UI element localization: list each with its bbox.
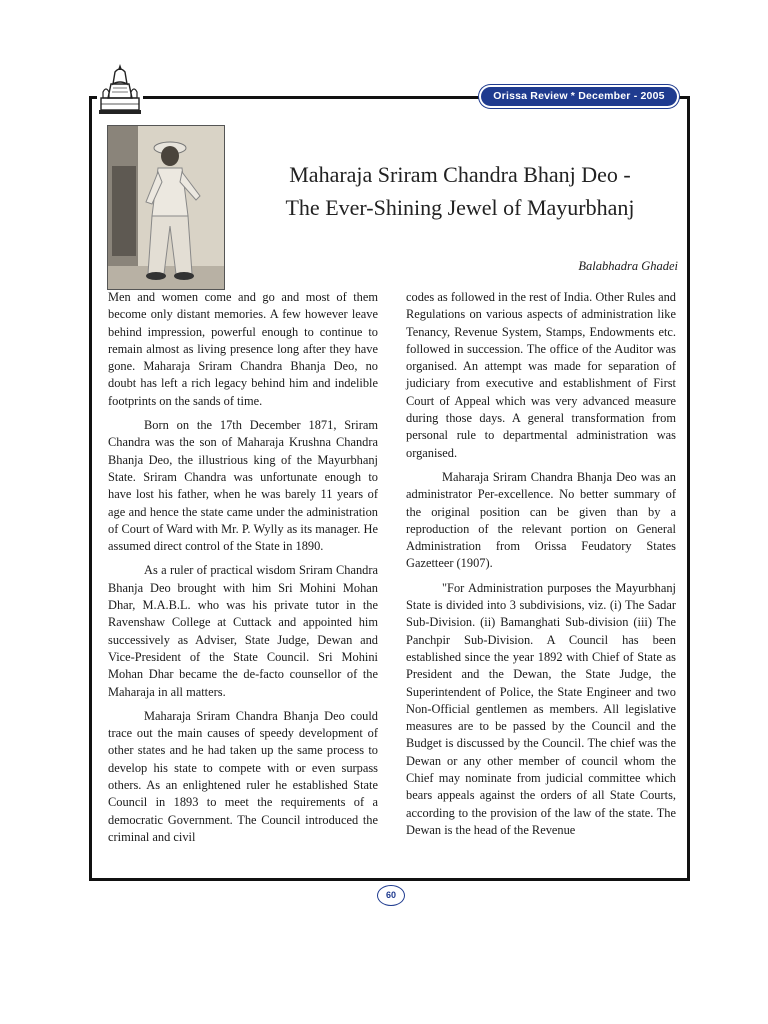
page-frame-bottom bbox=[89, 878, 690, 881]
paragraph: Maharaja Sriram Chandra Bhanja Deo was an administrator Per-excellence. No better summary of the original position can be given than by a reproduction of the relevant portion on General Administration from Orissa Feudatory States Gazetteer (1907). bbox=[406, 469, 676, 571]
right-column bbox=[406, 289, 676, 846]
title-line-2: The Ever-Shining Jewel of Mayurbhanj bbox=[285, 195, 635, 220]
page-frame-left bbox=[89, 96, 92, 879]
portrait-photo bbox=[107, 125, 225, 290]
paragraph: As a ruler of practical wisdom Sriram Chandra Bhanja Deo brought with him Sri Mohini Mohan Dhar, M.A.B.L. who was his private tutor in the Ravenshaw College at Cuttack and appointed him successively as Adviser, State Judge, Dewan and Vice-President of the State Council. Sri Mohini Mohan Dhar became the de-facto counsellor of the Maharaja in all matters. bbox=[108, 563, 378, 699]
paragraph: codes as followed in the rest of India. Other Rules and Regulations on various aspects of administration like Tenancy, Revenue System, Stamps, Endowments etc. followed in succession. The office of the Auditor was organised. An attempt was made for separation of judiciary from executive and establishment of First Court of Appeal which was very advanced measure during those days. A general transformation from personal rule to departmental administration was organised. bbox=[406, 290, 676, 460]
left-column bbox=[108, 289, 378, 853]
article-title bbox=[240, 158, 680, 224]
paragraph: Born on the 17th December 1871, Sriram Chandra was the son of Maharaja Krushna Chandra Bhanja Deo, the illustrious king of the Mayurbhanj State. Sriram Chandra was unfortunate enough to have lost his father, when he was barely 11 years of age and hence the state came under the administration of Court of Ward with Mr. P. Wylly as its manager. He assumed direct control of the State in 1890. bbox=[108, 418, 378, 554]
temple-logo-icon bbox=[97, 62, 143, 118]
paragraph: Maharaja Sriram Chandra Bhanja Deo could trace out the main causes of speedy development of other states and he had taken up the same process to develop his state to compete with or even surpass others. As an enlightened ruler he established State Council in 1893 to meet the requirements of a democratic Government. The Council introduced the criminal and civil bbox=[108, 708, 378, 844]
page-frame-right bbox=[687, 96, 690, 879]
title-line-1: Maharaja Sriram Chandra Bhanj Deo - bbox=[289, 162, 631, 187]
page-number: 60 bbox=[377, 885, 405, 906]
journal-banner: Orissa Review * December - 2005 bbox=[481, 87, 677, 106]
paragraph: "For Administration purposes the Mayurbhanj State is divided into 3 subdivisions, viz. (i) The Sadar Sub-Division. (ii) Bamanghati Sub-division (iii) The Panchpir Sub-Division. A Council has been established since the year 1892 with Chief of State as President and the Dewan, the State Judge, the Superintendent of Police, the State Engineer and two Non-Official gentlemen as members. All legislative measures are to be passed by the Council and the Budget is discussed by the Council. The chief was the Dewan or any other member of council whom the Chief may nominate from judicial committee which bears appeals against the orders of all State Courts, according to the provision of the law of the state. The Dewan is the head of the Revenue bbox=[406, 580, 676, 837]
paragraph: Men and women come and go and most of them become only distant memories. A few however leave behind impression, powerful enough to continue to remain almost as living presence long after they have gone. Maharaja Sriram Chandra Bhanja Deo, no doubt has left a rich legacy behind him and indelible footprints on the sands of time. bbox=[108, 290, 378, 408]
author-name: Balabhadra Ghadei bbox=[578, 259, 678, 273]
